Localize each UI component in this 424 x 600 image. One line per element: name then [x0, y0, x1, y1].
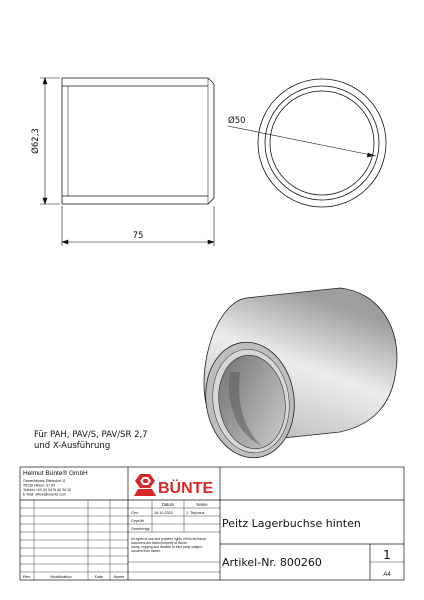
article-number: Artikel-Nr. 800260 — [222, 556, 322, 569]
footer-date: Date — [94, 574, 104, 579]
header-name: Name — [196, 502, 208, 507]
footer-rev: Rev. — [23, 574, 31, 579]
company-email: E-Mail: office@buente.com — [23, 492, 67, 497]
front-view-inner-circle — [270, 91, 374, 195]
front-view-outer-circle — [258, 79, 386, 207]
company-address-1: Gewerbepark Eltersdorf 11 — [23, 479, 66, 483]
footer-modification: Modification — [50, 574, 72, 579]
legal-line-2: document are lawful property of Bünte. — [131, 541, 188, 545]
row-gepr-label: Geprüft — [131, 519, 144, 523]
footer-name: Name — [113, 574, 125, 579]
dim-outer-diameter-label: Ø62,3 — [31, 128, 41, 154]
note-line-2: und X-Ausführung — [34, 441, 111, 451]
company-phone: Telefon +49 (0) 5476 40 34 10 — [23, 488, 72, 492]
dim-inner-diameter — [228, 126, 376, 157]
legal-line-1: All rights of use and property rights of this technical — [131, 537, 206, 541]
header-datum: Datum — [161, 502, 175, 507]
row-gez-date: 18.10.2022 — [154, 511, 174, 515]
paper-format: A4 — [383, 572, 391, 578]
note-line-1: Für PAH, PAV/S, PAV/SR 2,7 — [34, 430, 148, 440]
logo-text: BÜNTE — [158, 480, 214, 497]
row-gez-label: Gez. — [131, 511, 140, 515]
dim-length-label: 75 — [132, 231, 144, 241]
side-view — [62, 78, 214, 204]
drawing-title: Peitz Lagerbuchse hinten — [222, 517, 361, 530]
company-address-2: 45136 Hilden, 47 64 — [23, 483, 56, 488]
row-gen-label: Genehmigt — [131, 527, 150, 531]
legal-line-4: consent from owner. — [131, 549, 161, 553]
front-view-chamfer-circle — [265, 86, 379, 200]
row-gez-name: J. Triphaus — [186, 511, 205, 515]
dim-inner-diameter-label: Ø50 — [228, 116, 246, 126]
company-name: Helmut Bünte® GmbH — [23, 470, 88, 477]
side-view-outline — [62, 78, 214, 204]
bushing-3d-render — [198, 288, 397, 464]
front-view — [258, 79, 386, 207]
legal-line-3: Using, copying and transfer to third party subject — [131, 545, 202, 549]
buente-logo — [134, 474, 213, 497]
dim-outer-diameter — [40, 78, 60, 204]
sheet-number: 1 — [383, 548, 391, 562]
